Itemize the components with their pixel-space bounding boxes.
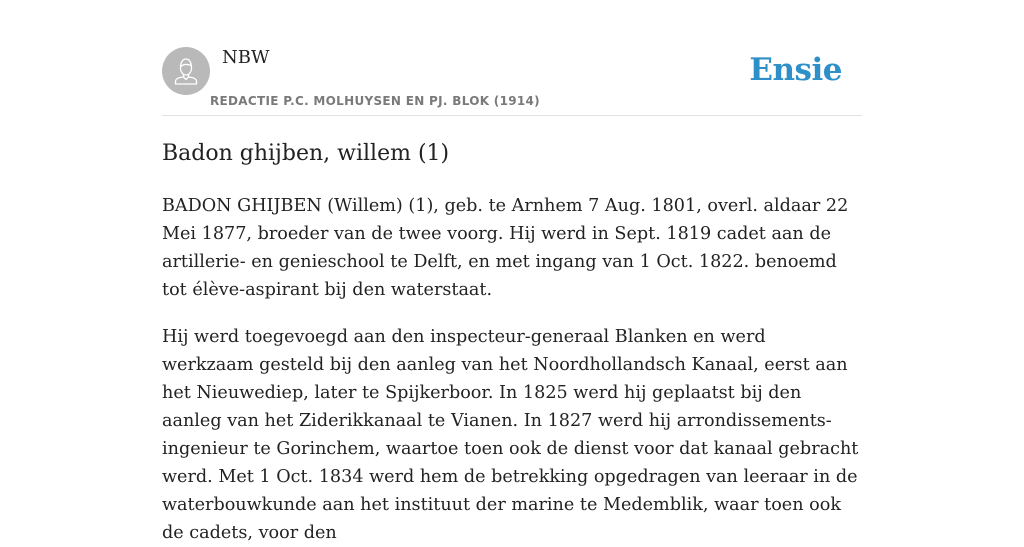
header (162, 46, 862, 116)
header-divider (162, 115, 862, 116)
article-paragraph: Hij werd toegevoegd aan den inspecteur-generaal Blanken en werd werkzaam gesteld bij den aanleg van het Noordhollandsch Kanaal, eerst aan het Nieuwediep, later te Spijkerboor. In 1825 werd hij geplaatst bij den aanleg van het Ziderikkanaal te Vianen. In 1827 werd hij arrondissements-ingenieur te Gorinchem, waartoe toen ook de dienst voor dat kanaal gebracht werd. Met 1 Oct. 1834 werd hem de betrekking opgedragen van leeraar in de waterbouwkunde aan het instituut der marine te Medemblik, waar toen ook de cadets, voor den (162, 327, 859, 543)
brand-logo[interactable]: Ensie (749, 52, 842, 88)
user-icon (162, 47, 210, 95)
user-icon-graphic (162, 47, 210, 95)
source-subtitle: REDACTIE P.C. MOLHUYSEN EN PJ. BLOK (1914) (210, 94, 540, 108)
article (162, 139, 862, 547)
source-name[interactable]: NBW (222, 47, 270, 68)
article-paragraph: BADON GHIJBEN (Willem) (1), geb. te Arnhem 7 Aug. 1801, overl. aldaar 22 Mei 1877, broeder van de twee voorg. Hij werd in Sept. 1819 cadet aan de artillerie- en genieschool te Delft, en met ingang van 1 Oct. 1822. benoemd tot élève-aspirant bij den waterstaat. (162, 196, 849, 300)
article-title: Badon ghijben, willem (1) (162, 141, 450, 166)
